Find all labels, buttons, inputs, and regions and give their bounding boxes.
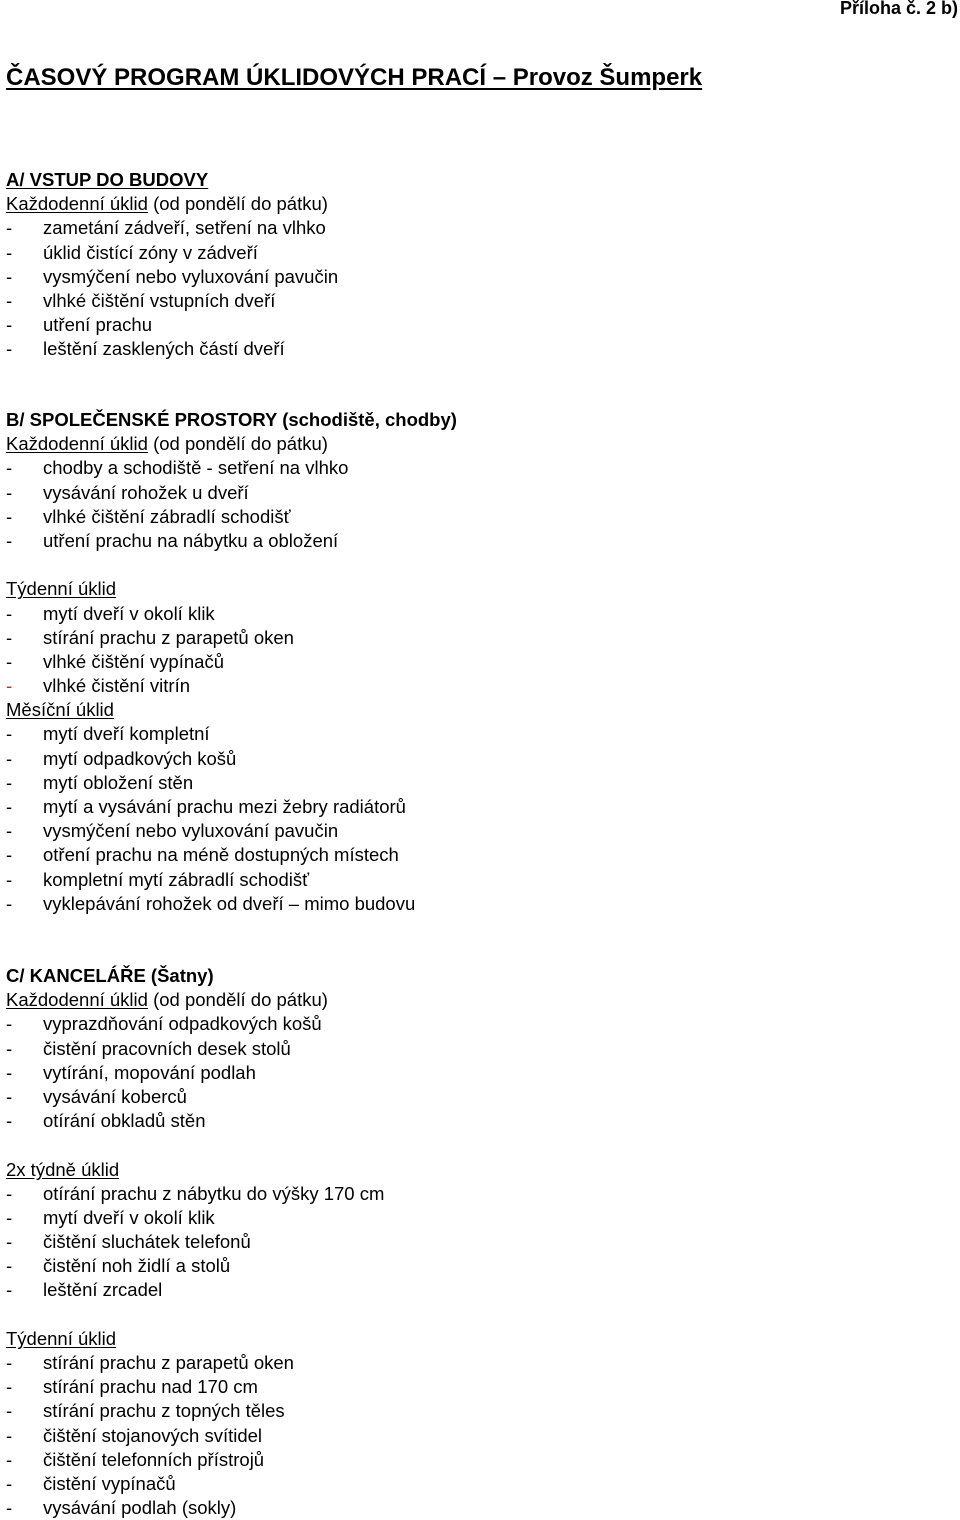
list-item-text: vlhké čistění vitrín <box>43 675 191 697</box>
bullet-dash: - <box>6 747 13 769</box>
section-b-daily-label <box>6 432 457 456</box>
annex-label: Příloha č. 2 b) <box>839 0 958 18</box>
list-item-text: čistění noh židlí a stolů <box>43 1255 231 1277</box>
section-b-weekly-list <box>6 602 457 699</box>
bullet-dash: - <box>6 1376 13 1398</box>
list-item-text: stírání prachu nad 170 cm <box>43 1376 258 1398</box>
list-item-text: vlhké čištění vypínačů <box>43 650 224 672</box>
list-item <box>6 1254 384 1278</box>
bullet-dash: - <box>6 1037 13 1059</box>
list-item <box>6 456 457 480</box>
bullet-dash: - <box>6 844 13 866</box>
list-item <box>6 337 338 361</box>
list-item-text: zametání zádveří, setření na vlhko <box>43 217 326 239</box>
list-item-text: kompletní mytí zábradlí schodišť <box>43 868 310 890</box>
list-item <box>6 289 338 313</box>
section-c-weekly-label <box>6 1327 384 1351</box>
list-item-text: utření prachu na nábytku a obložení <box>43 529 339 551</box>
list-item-text: stírání prachu z parapetů oken <box>43 1352 294 1373</box>
section-a-daily-label <box>6 192 338 216</box>
bullet-dash: - <box>6 1061 13 1083</box>
bullet-dash: - <box>6 1448 13 1470</box>
list-item-text: vyklepávání rohožek od dveří – mimo budovu <box>43 892 416 914</box>
list-item-text: leštění zrcadel <box>43 1279 163 1301</box>
bullet-dash: - <box>6 796 13 817</box>
bullet-dash: - <box>6 1206 13 1228</box>
bullet-dash: - <box>6 1182 13 1204</box>
bullet-dash: - <box>6 457 13 479</box>
bullet-dash: - <box>6 892 13 914</box>
list-item-text: leštění zasklených částí dveří <box>43 338 285 360</box>
list-item <box>6 650 457 674</box>
bullet-dash: - <box>6 650 13 672</box>
list-item-text: čištění stojanových svítidel <box>43 1424 263 1446</box>
section-b <box>6 408 457 916</box>
daily-label: Každodenní úklid <box>6 989 148 1011</box>
bullet-dash: - <box>6 675 13 697</box>
daily-suffix: (od pondělí do pátku) <box>147 989 328 1011</box>
bullet-dash: - <box>6 1085 13 1107</box>
bullet-dash: - <box>6 1255 13 1277</box>
spacer <box>6 553 457 577</box>
bullet-dash: - <box>6 1424 13 1446</box>
section-c-weekly-list <box>6 1351 384 1520</box>
section-b-heading: B/ SPOLEČENSKÉ PROSTORY (schodiště, chodby) <box>6 409 457 430</box>
list-item-text: vysávání rohožek u dveří <box>43 481 249 503</box>
list-item <box>6 1351 384 1375</box>
section-c-twice-weekly-list <box>6 1182 384 1303</box>
list-item <box>6 1085 384 1109</box>
list-item-text: chodby a schodiště - setření na vlhko <box>43 457 349 479</box>
list-item-text: mytí dveří v okolí klik <box>43 1206 215 1228</box>
section-b-monthly-list <box>6 722 457 916</box>
list-item <box>6 1012 384 1036</box>
list-item-text: mytí dveří v okolí klik <box>43 602 215 624</box>
list-item <box>6 1399 384 1423</box>
list-item <box>6 1182 384 1206</box>
list-item <box>6 843 457 867</box>
bullet-dash: - <box>6 723 13 745</box>
list-item <box>6 1061 384 1085</box>
list-item <box>6 1472 384 1496</box>
bullet-dash: - <box>6 1231 13 1253</box>
daily-suffix: (od pondělí do pátku) <box>147 193 328 215</box>
list-item <box>6 265 338 289</box>
bullet-dash: - <box>6 820 13 842</box>
section-a <box>6 168 338 362</box>
list-item-text: utření prachu <box>43 314 153 336</box>
list-item <box>6 747 457 771</box>
list-item <box>6 1496 384 1520</box>
bullet-dash: - <box>6 1497 13 1519</box>
bullet-dash: - <box>6 265 13 287</box>
daily-label: Každodenní úklid <box>6 433 148 455</box>
list-item-text: vlhké čištění zábradlí schodišť <box>43 505 291 527</box>
list-item-text: čistění pracovních desek stolů <box>43 1037 291 1059</box>
list-item <box>6 1230 384 1254</box>
list-item-text: otření prachu na méně dostupných místech <box>43 844 399 866</box>
list-item-text: mytí a vysávání prachu mezi žebry radiátorů <box>43 796 406 817</box>
bullet-dash: - <box>6 314 13 336</box>
list-item <box>6 1278 384 1302</box>
list-item-text: otírání obkladů stěn <box>43 1110 206 1132</box>
list-item-text: vyprazdňování odpadkových košů <box>43 1013 322 1035</box>
section-c-twice-weekly-label <box>6 1158 384 1182</box>
section-a-daily-list <box>6 216 338 361</box>
list-item <box>6 1037 384 1061</box>
bullet-dash: - <box>6 505 13 527</box>
list-item <box>6 529 457 553</box>
document-title: ČASOVÝ PROGRAM ÚKLIDOVÝCH PRACÍ – Provoz Šumperk <box>6 64 703 91</box>
section-c <box>6 964 384 1520</box>
spacer <box>6 1133 384 1157</box>
list-item-text: stírání prachu z topných těles <box>43 1400 285 1422</box>
list-item-text: vlhké čištění vstupních dveří <box>43 289 276 311</box>
list-item-text: úklid čistící zóny v zádveří <box>43 241 258 263</box>
list-item-text: stírání prachu z parapetů oken <box>43 626 294 648</box>
bullet-dash: - <box>6 771 13 793</box>
daily-suffix: (od pondělí do pátku) <box>147 433 328 455</box>
bullet-dash: - <box>6 868 13 890</box>
bullet-dash: - <box>6 289 13 311</box>
list-item-text: vysávání koberců <box>43 1085 187 1107</box>
list-item <box>6 819 457 843</box>
list-item-text: otírání prachu z nábytku do výšky 170 cm <box>43 1182 385 1204</box>
list-item <box>6 1109 384 1133</box>
bullet-dash: - <box>6 602 13 624</box>
list-item <box>6 313 338 337</box>
bullet-dash: - <box>6 529 13 551</box>
list-item <box>6 241 338 265</box>
weekly-label: Týdenní úklid <box>6 1327 117 1349</box>
list-item <box>6 1424 384 1448</box>
section-b-monthly-label <box>6 698 457 722</box>
list-item <box>6 1206 384 1230</box>
list-item <box>6 868 457 892</box>
list-item <box>6 674 457 698</box>
bullet-dash: - <box>6 1472 13 1494</box>
bullet-dash: - <box>6 481 13 503</box>
bullet-dash: - <box>6 217 13 239</box>
list-item <box>6 481 457 505</box>
list-item <box>6 602 457 626</box>
list-item <box>6 216 338 240</box>
list-item-text: mytí obložení stěn <box>43 771 194 793</box>
bullet-dash: - <box>6 626 13 648</box>
list-item-text: vytírání, mopování podlah <box>43 1061 256 1083</box>
list-item <box>6 1375 384 1399</box>
list-item <box>6 505 457 529</box>
list-item-text: mytí odpadkových košů <box>43 747 237 769</box>
bullet-dash: - <box>6 1400 13 1422</box>
section-b-weekly-label <box>6 577 457 601</box>
list-item <box>6 626 457 650</box>
weekly-label: Týdenní úklid <box>6 578 117 600</box>
list-item-text: vysmýčení nebo vyluxování pavučin <box>43 820 339 842</box>
section-c-heading: C/ KANCELÁŘE (Šatny) <box>6 965 214 986</box>
bullet-dash: - <box>6 1352 13 1373</box>
section-c-daily-label <box>6 988 384 1012</box>
list-item-text: vysávání podlah (sokly) <box>43 1497 237 1519</box>
section-b-daily-list <box>6 456 457 553</box>
section-c-daily-list <box>6 1012 384 1133</box>
bullet-dash: - <box>6 1110 13 1132</box>
bullet-dash: - <box>6 338 13 360</box>
list-item-text: vysmýčení nebo vyluxování pavučin <box>43 265 339 287</box>
list-item <box>6 1448 384 1472</box>
list-item <box>6 722 457 746</box>
bullet-dash: - <box>6 1279 13 1301</box>
daily-label: Každodenní úklid <box>6 193 148 215</box>
monthly-label: Měsíční úklid <box>6 699 114 721</box>
list-item-text: mytí dveří kompletní <box>43 723 210 745</box>
list-item <box>6 795 457 819</box>
twice-weekly-label: 2x týdně úklid <box>6 1158 120 1180</box>
spacer <box>6 1303 384 1327</box>
bullet-dash: - <box>6 1013 13 1035</box>
bullet-dash: - <box>6 241 13 263</box>
list-item-text: čistění vypínačů <box>43 1472 176 1494</box>
section-a-heading: A/ VSTUP DO BUDOVY <box>6 169 209 190</box>
list-item <box>6 771 457 795</box>
list-item-text: čištění sluchátek telefonů <box>43 1231 251 1253</box>
list-item <box>6 892 457 916</box>
list-item-text: čištění telefonních přístrojů <box>43 1448 265 1470</box>
